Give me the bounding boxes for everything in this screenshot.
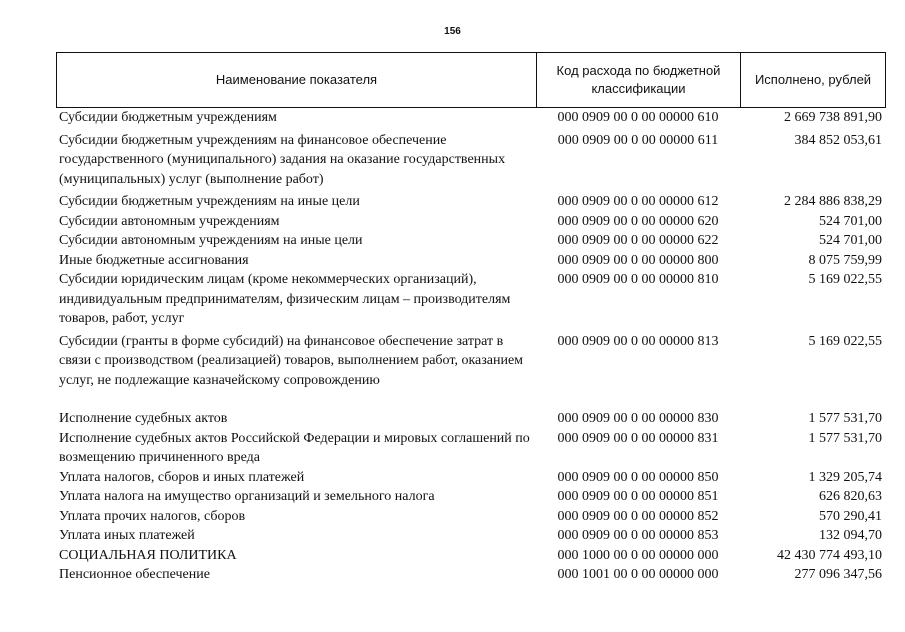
table-body <box>56 108 886 585</box>
row-name: Субсидии автономным учреждениям на иные цели <box>59 233 363 248</box>
row-amount: 524 701,00 <box>819 213 882 229</box>
table-row <box>56 332 886 391</box>
row-amount: 1 577 531,70 <box>808 430 882 446</box>
table-row <box>56 231 886 251</box>
row-amount: 132 094,70 <box>819 528 882 543</box>
table-row <box>56 468 886 488</box>
table-row <box>56 429 886 468</box>
row-amount: 384 852 053,61 <box>794 132 882 148</box>
row-name: Уплата прочих налогов, сборов <box>59 508 246 524</box>
row-amount: 570 290,41 <box>819 508 882 524</box>
table-row <box>56 507 886 527</box>
row-code: 000 0909 00 0 00 00000 851 <box>557 489 719 504</box>
table-row <box>56 270 886 329</box>
table-row <box>56 546 886 566</box>
row-code: 000 1000 00 0 00 00000 000 <box>557 547 719 563</box>
row-name: Исполнение судебных актов Российской Федерации и мировых соглашений по возмещению причиненного вреда <box>59 430 530 465</box>
row-code: 000 0909 00 0 00 00000 612 <box>557 194 719 209</box>
row-code: 000 0909 00 0 00 00000 622 <box>557 233 719 248</box>
row-amount: 2 284 886 838,29 <box>784 194 882 209</box>
table-row <box>56 487 886 507</box>
header-amount: Исполнено, рублей <box>754 72 872 87</box>
row-amount: 2 669 738 891,90 <box>784 110 882 125</box>
row-code: 000 0909 00 0 00 00000 850 <box>557 469 719 485</box>
header-code: Код расхода по бюджетной классификации <box>537 53 741 107</box>
row-name: Субсидии бюджетным учреждениям <box>59 110 277 125</box>
row-code: 000 0909 00 0 00 00000 852 <box>557 508 719 524</box>
row-amount: 277 096 347,56 <box>794 567 882 582</box>
row-name: Пенсионное обеспечение <box>59 567 210 582</box>
page-number: 156 <box>444 26 461 37</box>
table-row <box>56 409 886 429</box>
row-name: Субсидии бюджетным учреждениям на иные цели <box>59 194 360 209</box>
row-amount: 1 329 205,74 <box>808 469 882 485</box>
row-code: 000 0909 00 0 00 00000 810 <box>557 272 719 287</box>
row-name: Субсидии (гранты в форме субсидий) на финансовое обеспечение затрат в связи с производством (реализацией) товаров, выполнением работ, оказанием услуг, не подлежащие казначейскому сопровождению <box>59 333 524 388</box>
row-name: Уплата налога на имущество организаций и земельного налога <box>59 489 435 504</box>
row-code: 000 0909 00 0 00 00000 800 <box>557 252 719 268</box>
row-name: Субсидии автономным учреждениям <box>59 213 280 229</box>
row-amount: 42 430 774 493,10 <box>777 547 882 563</box>
row-amount: 5 169 022,55 <box>808 272 882 287</box>
table-row <box>56 192 886 212</box>
table-header <box>56 52 886 108</box>
row-name: Исполнение судебных актов <box>59 411 228 426</box>
row-amount: 5 169 022,55 <box>808 333 882 349</box>
row-name: СОЦИАЛЬНАЯ ПОЛИТИКА <box>59 547 237 563</box>
table-row <box>56 526 886 546</box>
table-row <box>56 108 886 128</box>
header-name: Наименование показателя <box>57 53 537 107</box>
row-amount: 524 701,00 <box>819 233 882 248</box>
row-name: Уплата иных платежей <box>59 528 195 543</box>
row-code: 000 0909 00 0 00 00000 620 <box>557 213 719 229</box>
row-name: Субсидии юридическим лицам (кроме некоммерческих организаций), индивидуальным предпринимателям, физическим лицам – производителям товаров, работ, услуг <box>59 272 511 326</box>
row-code: 000 0909 00 0 00 00000 831 <box>557 430 719 446</box>
row-name: Уплата налогов, сборов и иных платежей <box>59 469 305 485</box>
row-name: Иные бюджетные ассигнования <box>59 252 249 268</box>
row-code: 000 0909 00 0 00 00000 611 <box>557 132 719 148</box>
row-amount: 1 577 531,70 <box>808 411 882 426</box>
row-code: 000 0909 00 0 00 00000 830 <box>557 411 719 426</box>
row-code: 000 0909 00 0 00 00000 610 <box>557 110 719 125</box>
row-amount: 626 820,63 <box>819 489 882 504</box>
row-code: 000 0909 00 0 00 00000 853 <box>557 528 719 543</box>
row-amount: 8 075 759,99 <box>808 252 882 268</box>
table-row <box>56 251 886 271</box>
table-row <box>56 565 886 585</box>
row-code: 000 1001 00 0 00 00000 000 <box>557 567 719 582</box>
table-row <box>56 131 886 190</box>
row-name: Субсидии бюджетным учреждениям на финансовое обеспечение государственного (муниципального) задания на оказание государственных (муниципальных) услуг (выполнение работ) <box>59 132 506 187</box>
row-code: 000 0909 00 0 00 00000 813 <box>557 333 719 349</box>
table-row <box>56 212 886 232</box>
